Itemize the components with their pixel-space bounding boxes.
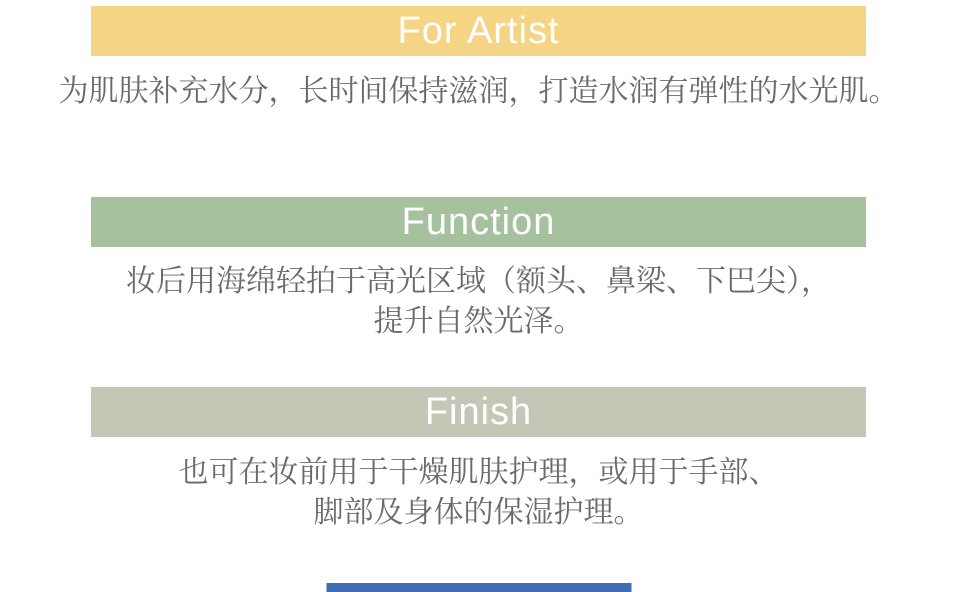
description-line: 提升自然光泽。 [373, 305, 584, 338]
finish-description [0, 453, 957, 533]
description-line: 妆后用海绵轻拍于高光区域（额头、鼻梁、下巴尖）， [126, 265, 831, 298]
bottom-accent-bar [326, 583, 631, 592]
section-finish [0, 387, 957, 533]
description-line: 脚部及身体的保湿护理。 [313, 496, 644, 529]
description-line: 也可在妆前用于干燥肌肤护理，或用于手部、 [178, 456, 779, 489]
section-for-artist [0, 6, 957, 112]
section-function [0, 197, 957, 342]
function-banner [91, 197, 866, 247]
description-line: 为肌肤补充水分，长时间保持滋润，打造水润有弹性的水光肌。 [58, 75, 899, 108]
for-artist-banner [91, 6, 866, 56]
for-artist-title: For Artist [397, 10, 560, 52]
finish-banner [91, 387, 866, 437]
for-artist-description [0, 72, 957, 112]
function-description [0, 262, 957, 342]
finish-title: Finish [424, 391, 533, 433]
function-title: Function [401, 201, 556, 243]
